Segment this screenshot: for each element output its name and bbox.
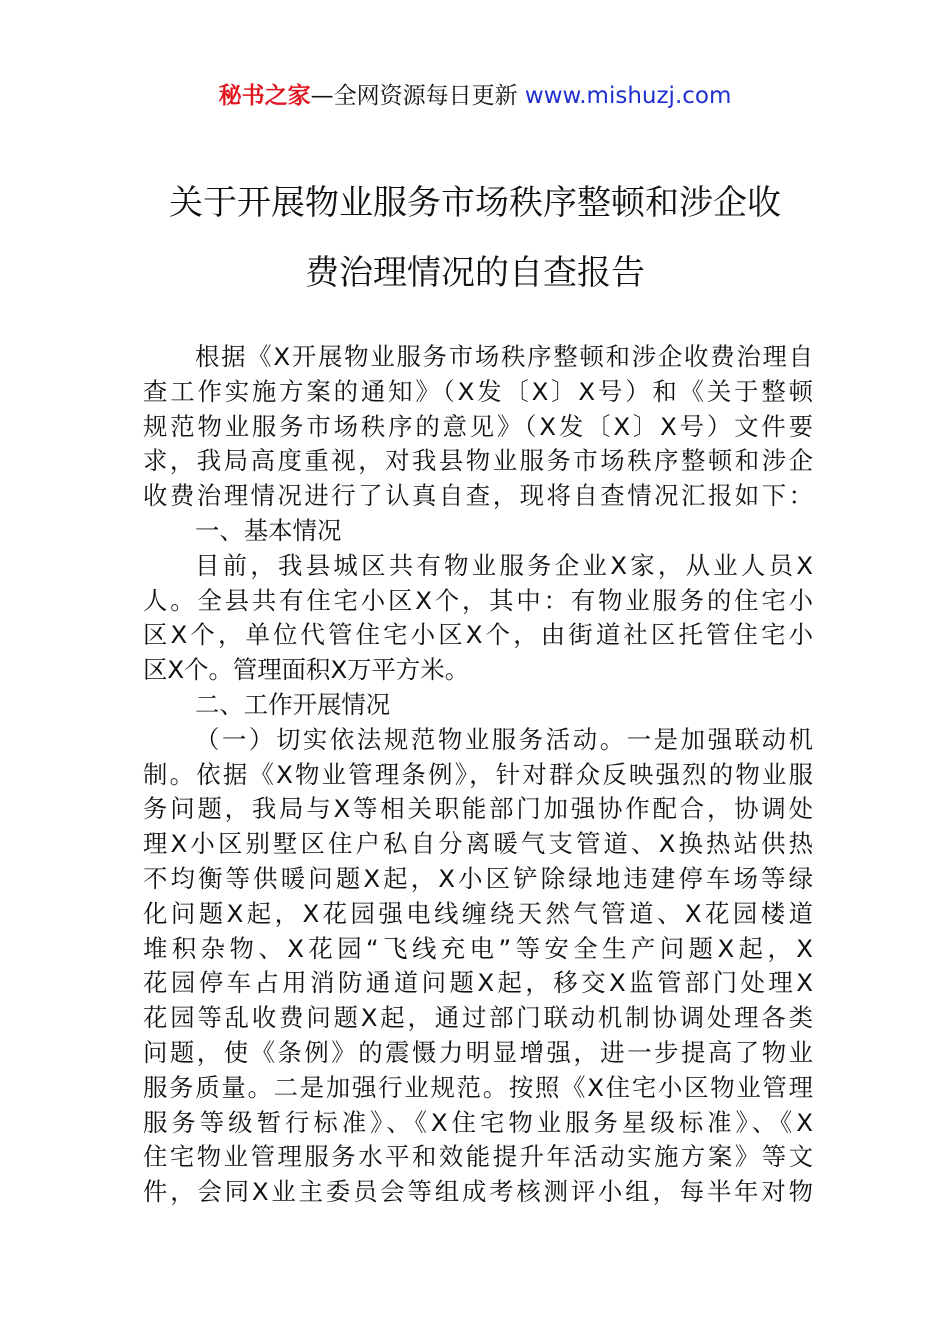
document-body — [143, 340, 813, 1210]
title-line-1: 关于开展物业服务市场秩序整顿和涉企收 — [169, 183, 781, 223]
body-line: 区X个。管理面积X万平方米。 — [143, 655, 470, 685]
body-line: 务问题，我局与X等相关职能部门加强协作配合，协调处 — [143, 794, 813, 824]
body-line: 花园等乱收费问题X起，通过部门联动机制协调处理各类 — [143, 1003, 813, 1033]
body-line: 堆积杂物、X花园“飞线充电”等安全生产问题X起，X — [143, 933, 813, 963]
body-line: 求，我局高度重视，对我县物业服务市场秩序整顿和涉企 — [143, 446, 813, 476]
body-line: 区X个，单位代管住宅小区X个，由街道社区托管住宅小 — [143, 620, 813, 650]
section-heading: 二、工作开展情况 — [195, 689, 391, 719]
body-line: 化问题X起，X花园强电线缠绕天然气管道、X花园楼道 — [143, 898, 813, 928]
header-tagline: —全网资源每日更新 — [310, 83, 525, 109]
body-line: 规范物业服务市场秩序的意见》（X发〔X〕X号）文件要 — [143, 411, 813, 441]
body-line: （一）切实依法规范物业服务活动。一是加强联动机 — [195, 724, 813, 754]
body-line: 人。全县共有住宅小区X个，其中：有物业服务的住宅小 — [143, 585, 813, 615]
body-line: 不均衡等供暖问题X起，X小区铲除绿地违建停车场等绿 — [143, 863, 813, 893]
body-line: 住宅物业管理服务水平和效能提升年活动实施方案》等文 — [143, 1142, 813, 1172]
body-line: 制。依据《X物业管理条例》，针对群众反映强烈的物业服 — [143, 759, 813, 789]
body-line: 花园停车占用消防通道问题X起，移交X监管部门处理X — [143, 968, 813, 998]
body-line: 理X小区别墅区住户私自分离暖气支管道、X换热站供热 — [143, 829, 813, 859]
body-line: 查工作实施方案的通知》（X发〔X〕X号）和《关于整顿 — [143, 376, 813, 406]
body-line: 根据《X开展物业服务市场秩序整顿和涉企收费治理自 — [195, 342, 813, 371]
document-title — [60, 176, 890, 300]
header-brand: 秘书之家 — [218, 83, 311, 109]
body-line: 收费治理情况进行了认真自查，现将自查情况汇报如下： — [143, 481, 813, 511]
title-line-2: 费治理情况的自查报告 — [305, 253, 645, 293]
site-header — [0, 80, 950, 112]
body-line: 服务质量。二是加强行业规范。按照《X住宅小区物业管理 — [143, 1072, 813, 1102]
section-heading: 一、基本情况 — [195, 515, 342, 545]
body-line: 件，会同X业主委员会等组成考核测评小组，每半年对物 — [143, 1177, 813, 1207]
body-line: 服务等级暂行标准》、《X住宅物业服务星级标准》、《X — [143, 1107, 813, 1137]
header-url-link[interactable]: www.mishuzj.com — [524, 83, 732, 109]
body-line: 目前，我县城区共有物业服务企业X家，从业人员X — [195, 550, 813, 580]
body-line: 问题，使《条例》的震慑力明显增强，进一步提高了物业 — [143, 1037, 813, 1067]
